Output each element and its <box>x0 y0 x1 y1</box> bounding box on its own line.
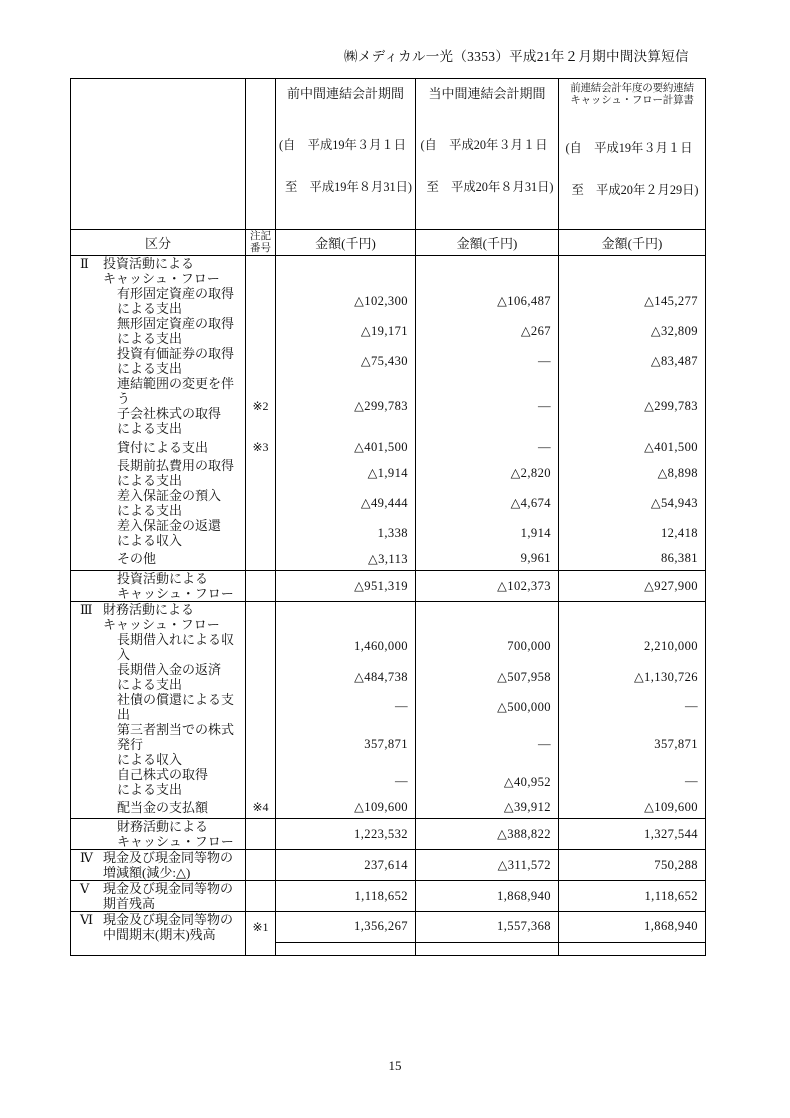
category-cell <box>71 256 246 287</box>
note-cell <box>246 601 276 632</box>
period-header-prior-fullyear <box>559 79 706 230</box>
amount-cell: △500,000 <box>416 692 559 722</box>
amount-cell: △32,809 <box>559 316 706 346</box>
note-header-line: 番号 <box>250 242 271 254</box>
section-numeral: Ⅵ <box>80 912 94 927</box>
row-label-line: 子会社株式の取得 <box>117 406 222 421</box>
amount-cell: ― <box>416 436 559 458</box>
amount-cell: 1,327,544 <box>559 819 706 850</box>
note-number-column-header <box>246 230 276 256</box>
note-cell <box>246 548 276 570</box>
row-label-line: による支出 <box>117 503 183 518</box>
row-label-line: キャッシュ・フロー <box>103 271 220 286</box>
document-title: ㈱メディカル一光（3353）平成21年２月期中間決算短信 <box>344 49 689 64</box>
table-row <box>71 881 706 912</box>
category-cell <box>71 436 246 458</box>
section-numeral: Ⅴ <box>80 881 90 896</box>
amount-cell: 2,210,000 <box>559 632 706 662</box>
note-cell <box>246 346 276 376</box>
amount-cell: △927,900 <box>559 570 706 601</box>
section-numeral: Ⅲ <box>80 601 93 617</box>
note-cell <box>246 819 276 850</box>
category-cell <box>71 722 246 767</box>
period-header-prior-interim <box>276 79 416 230</box>
table-row <box>71 767 706 797</box>
row-label-line: による支出 <box>117 301 183 316</box>
row-label-line: 有形固定資産の取得 <box>117 286 235 301</box>
amount-cell <box>276 256 416 287</box>
row-label <box>117 662 245 692</box>
note-cell: ※2 <box>246 376 276 436</box>
row-label <box>117 316 245 346</box>
row-label-line: 長期借入れによる収入 <box>117 631 235 662</box>
table-row <box>71 376 706 436</box>
category-cell <box>71 797 246 819</box>
amount-cell: △507,958 <box>416 662 559 692</box>
row-label-line: による支出 <box>117 361 183 376</box>
amount-cell: △3,113 <box>276 548 416 570</box>
row-label <box>117 692 245 722</box>
note-cell <box>246 458 276 488</box>
note-cell <box>246 316 276 346</box>
category-cell <box>71 458 246 488</box>
row-label-line: その他 <box>117 551 157 567</box>
row-label <box>103 912 245 942</box>
cash-flow-table-body <box>71 256 706 956</box>
note-cell: ※1 <box>246 912 276 943</box>
amount-cell: ― <box>416 346 559 376</box>
amount-cell: △484,738 <box>276 662 416 692</box>
period-title <box>561 83 703 107</box>
table-row <box>71 662 706 692</box>
row-label-line: 現金及び現金同等物の <box>103 850 234 865</box>
amount-cell: △102,373 <box>416 570 559 601</box>
row-label-line: による支出 <box>117 676 183 692</box>
note-cell <box>246 767 276 797</box>
note-header-line: 注記 <box>250 231 271 242</box>
row-label-line: 投資有価証券の取得 <box>117 346 235 361</box>
period-to: 至 平成20年２月29日) <box>571 183 699 197</box>
category-cell <box>71 346 246 376</box>
table-row <box>71 692 706 722</box>
row-label-line: 増減額(減少:△) <box>103 865 191 880</box>
amount-cell: △54,943 <box>559 488 706 518</box>
amount-cell: △109,600 <box>559 797 706 819</box>
amount-cell: 12,418 <box>559 518 706 548</box>
period-title <box>418 86 556 101</box>
category-column-header: 区分 <box>71 230 246 256</box>
period-title-line: 当中間連結会計期間 <box>428 86 546 101</box>
category-cell <box>71 662 246 692</box>
table-row <box>71 601 706 632</box>
table-row <box>71 518 706 548</box>
note-cell <box>246 662 276 692</box>
category-cell <box>71 912 246 943</box>
note-cell <box>246 570 276 601</box>
table-row <box>71 256 706 287</box>
row-label-line: 財務活動による <box>103 601 195 617</box>
category-cell <box>71 692 246 722</box>
table-row <box>71 912 706 943</box>
period-dates <box>565 113 698 225</box>
amount-column-header: 金額(千円) <box>276 230 416 256</box>
amount-cell: △311,572 <box>416 850 559 881</box>
amount-cell <box>276 601 416 632</box>
category-cell <box>71 570 246 601</box>
amount-cell: 1,356,267 <box>276 912 416 943</box>
category-cell <box>71 601 246 632</box>
amount-cell: △401,500 <box>559 436 706 458</box>
period-header-row <box>71 79 706 230</box>
amount-column-header: 金額(千円) <box>416 230 559 256</box>
amount-cell <box>416 256 559 287</box>
table-row <box>71 316 706 346</box>
note-cell <box>246 632 276 662</box>
table-row <box>71 286 706 316</box>
amount-cell: 237,614 <box>276 850 416 881</box>
period-from: (自 平成19年３月１日 <box>565 141 693 155</box>
row-label <box>103 256 245 286</box>
row-label-line: 現金及び現金同等物の <box>103 881 234 896</box>
amount-cell: △951,319 <box>276 570 416 601</box>
amount-cell: 1,557,368 <box>416 912 559 943</box>
period-from: (自 平成20年３月１日 <box>420 138 548 152</box>
row-label <box>117 458 245 488</box>
amount-cell: 1,118,652 <box>559 881 706 912</box>
table-row <box>71 458 706 488</box>
table-row <box>71 488 706 518</box>
amount-cell: △8,898 <box>559 458 706 488</box>
row-label-line: による支出 <box>117 781 183 797</box>
row-label-line: 期首残高 <box>103 896 156 911</box>
amount-cell: 1,460,000 <box>276 632 416 662</box>
category-cell <box>71 376 246 436</box>
row-label-line: 貸付による支出 <box>117 439 209 455</box>
row-label-line: による支出 <box>117 331 183 346</box>
amount-cell: △401,500 <box>276 436 416 458</box>
amount-cell: 1,118,652 <box>276 881 416 912</box>
period-title-line: キャッシュ・フロー計算書 <box>570 95 694 106</box>
amount-cell: ― <box>276 767 416 797</box>
row-label-line: 連結範囲の変更を伴う <box>117 376 235 406</box>
amount-cell: △40,952 <box>416 767 559 797</box>
period-from: (自 平成19年３月１日 <box>278 138 407 152</box>
corner-cell-category <box>71 79 246 230</box>
note-cell: ※4 <box>246 797 276 819</box>
spacer-row <box>71 942 706 955</box>
category-cell <box>71 488 246 518</box>
amount-cell: 86,381 <box>559 548 706 570</box>
row-label <box>117 819 245 849</box>
table-row <box>71 346 706 376</box>
row-label <box>103 602 245 632</box>
row-label-line: による支出 <box>117 421 183 436</box>
row-label <box>117 551 245 566</box>
row-label-line: による支出 <box>117 473 183 488</box>
category-cell <box>71 850 246 881</box>
category-cell <box>71 819 246 850</box>
row-label-line: 投資活動による <box>117 570 209 586</box>
table-row <box>71 850 706 881</box>
amount-cell: △106,487 <box>416 286 559 316</box>
row-label-line: 中間期末(期末)残高 <box>103 927 216 942</box>
amount-cell: 1,338 <box>276 518 416 548</box>
row-label <box>117 518 245 548</box>
table-row <box>71 797 706 819</box>
row-label-line: 長期前払費用の取得 <box>117 458 235 473</box>
amount-cell: 357,871 <box>559 722 706 767</box>
amount-cell: 1,223,532 <box>276 819 416 850</box>
row-label <box>117 346 245 376</box>
amount-cell: △1,130,726 <box>559 662 706 692</box>
amount-cell <box>559 256 706 287</box>
row-label-line: キャッシュ・フロー <box>103 616 220 632</box>
amount-cell <box>416 942 559 955</box>
amount-cell: △388,822 <box>416 819 559 850</box>
period-to: 至 平成19年８月31日) <box>284 180 413 194</box>
row-label-line: キャッシュ・フロー <box>117 834 234 849</box>
row-label-line: 財務活動による <box>117 819 209 834</box>
amount-cell: △1,914 <box>276 458 416 488</box>
amount-cell: 700,000 <box>416 632 559 662</box>
amount-cell: △75,430 <box>276 346 416 376</box>
amount-cell: 1,868,940 <box>559 912 706 943</box>
row-label <box>117 800 245 815</box>
amount-column-header: 金額(千円) <box>559 230 706 256</box>
note-cell <box>246 256 276 287</box>
table-row <box>71 632 706 662</box>
amount-cell: 1,868,940 <box>416 881 559 912</box>
note-cell <box>246 881 276 912</box>
row-label <box>117 571 245 601</box>
amount-cell: ― <box>416 376 559 436</box>
amount-cell: △299,783 <box>559 376 706 436</box>
period-title <box>278 86 413 101</box>
amount-cell: △102,300 <box>276 286 416 316</box>
amount-cell: ― <box>416 722 559 767</box>
row-label <box>103 850 245 880</box>
amount-cell: △299,783 <box>276 376 416 436</box>
amount-cell: △145,277 <box>559 286 706 316</box>
table-row <box>71 436 706 458</box>
row-label <box>117 632 245 662</box>
category-cell <box>71 548 246 570</box>
note-cell <box>246 722 276 767</box>
row-label <box>117 488 245 518</box>
row-label-line: 長期借入金の返済 <box>117 661 222 677</box>
category-cell <box>71 881 246 912</box>
table-header <box>71 79 706 256</box>
row-label-line: 差入保証金の返還 <box>117 518 222 533</box>
amount-cell: △19,171 <box>276 316 416 346</box>
corner-cell-note <box>246 79 276 230</box>
row-label-line: 配当金の支払額 <box>117 799 209 815</box>
period-dates <box>279 110 412 222</box>
note-cell <box>246 692 276 722</box>
table-row <box>71 819 706 850</box>
amount-cell: 1,914 <box>416 518 559 548</box>
period-dates <box>420 110 553 222</box>
amount-cell: △39,912 <box>416 797 559 819</box>
amount-cell <box>559 601 706 632</box>
amount-cell: 357,871 <box>276 722 416 767</box>
column-header-row <box>71 230 706 256</box>
category-cell <box>71 518 246 548</box>
amount-cell: △49,444 <box>276 488 416 518</box>
note-cell <box>246 850 276 881</box>
row-label-line: による収入 <box>117 751 183 767</box>
amount-cell: △4,674 <box>416 488 559 518</box>
note-cell <box>246 942 276 955</box>
amount-cell <box>416 601 559 632</box>
table-row <box>71 722 706 767</box>
amount-cell: △2,820 <box>416 458 559 488</box>
amount-cell: ― <box>559 767 706 797</box>
row-label <box>117 376 245 436</box>
note-cell: ※3 <box>246 436 276 458</box>
row-label-line: 社債の償還による支出 <box>117 691 235 722</box>
row-label <box>117 767 245 797</box>
amount-cell <box>276 942 416 955</box>
category-cell <box>71 767 246 797</box>
amount-cell <box>559 942 706 955</box>
note-cell <box>246 488 276 518</box>
section-numeral: Ⅳ <box>80 850 93 865</box>
period-title-line: 前中間連結会計期間 <box>286 86 404 101</box>
amount-cell: △267 <box>416 316 559 346</box>
table-row <box>71 570 706 601</box>
cash-flow-table <box>70 78 706 956</box>
row-label <box>103 881 245 911</box>
row-label-line: 差入保証金の預入 <box>117 488 222 503</box>
row-label-line: 第三者割当での株式発行 <box>117 721 235 752</box>
row-label-line: キャッシュ・フロー <box>117 585 234 601</box>
amount-cell: △83,487 <box>559 346 706 376</box>
page-number: 15 <box>388 1058 402 1073</box>
amount-cell: ― <box>276 692 416 722</box>
section-numeral: Ⅱ <box>80 256 89 271</box>
note-cell <box>246 286 276 316</box>
amount-cell: ― <box>559 692 706 722</box>
row-label-line: による収入 <box>117 533 183 548</box>
period-to: 至 平成20年８月31日) <box>426 180 554 194</box>
row-label <box>117 286 245 316</box>
row-label-line: 現金及び現金同等物の <box>103 912 234 927</box>
table-row <box>71 548 706 570</box>
category-cell <box>71 632 246 662</box>
row-label-line: 投資活動による <box>103 256 195 271</box>
row-label <box>117 722 245 767</box>
amount-cell: 9,961 <box>416 548 559 570</box>
note-cell <box>246 518 276 548</box>
amount-cell: △109,600 <box>276 797 416 819</box>
amount-cell: 750,288 <box>559 850 706 881</box>
category-cell <box>71 286 246 316</box>
category-cell <box>71 942 246 955</box>
period-title-line: 前連結会計年度の要約連結 <box>570 83 694 94</box>
row-label-line: 自己株式の取得 <box>117 766 209 782</box>
period-header-current-interim <box>416 79 559 230</box>
category-cell <box>71 316 246 346</box>
row-label-line: 無形固定資産の取得 <box>117 316 235 331</box>
row-label <box>117 440 245 455</box>
